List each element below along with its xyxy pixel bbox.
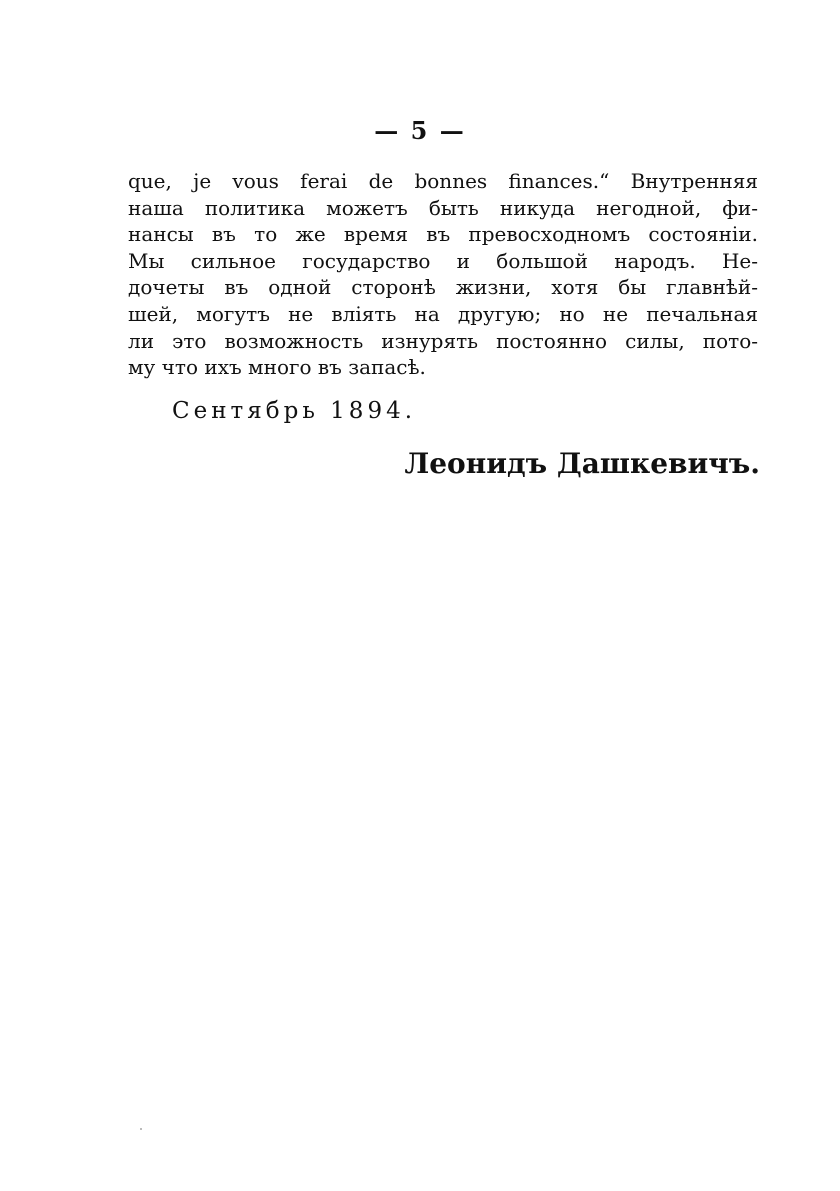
- text-line: que, je vous ferai de bonnes finances.“ Внутренняя: [128, 169, 758, 193]
- paper-speck: [140, 1128, 142, 1130]
- author-signature: Леонидъ Дашкевичъ.: [404, 447, 760, 480]
- text-line: наша политика можетъ быть никуда негодной, фи-: [128, 195, 758, 220]
- page-number: — 5 —: [374, 116, 466, 145]
- date-line: Сентябрь 1894.: [172, 398, 417, 424]
- text-line: нансы въ то же время въ превосходномъ состоянiи.: [128, 222, 758, 247]
- text-line: дочеты въ одной сторонѣ жизни, хотя бы главнѣй-: [128, 275, 758, 300]
- text-line: му что ихъ много въ запасѣ.: [128, 355, 426, 380]
- text-line: Мы сильное государство и большой народъ. Не-: [128, 248, 758, 273]
- text-line: ли это возможность изнурять постоянно силы, пото-: [128, 328, 758, 353]
- body-paragraph: [128, 168, 758, 381]
- text-line: шей, могутъ не влiять на другую; но не печальная: [128, 301, 758, 326]
